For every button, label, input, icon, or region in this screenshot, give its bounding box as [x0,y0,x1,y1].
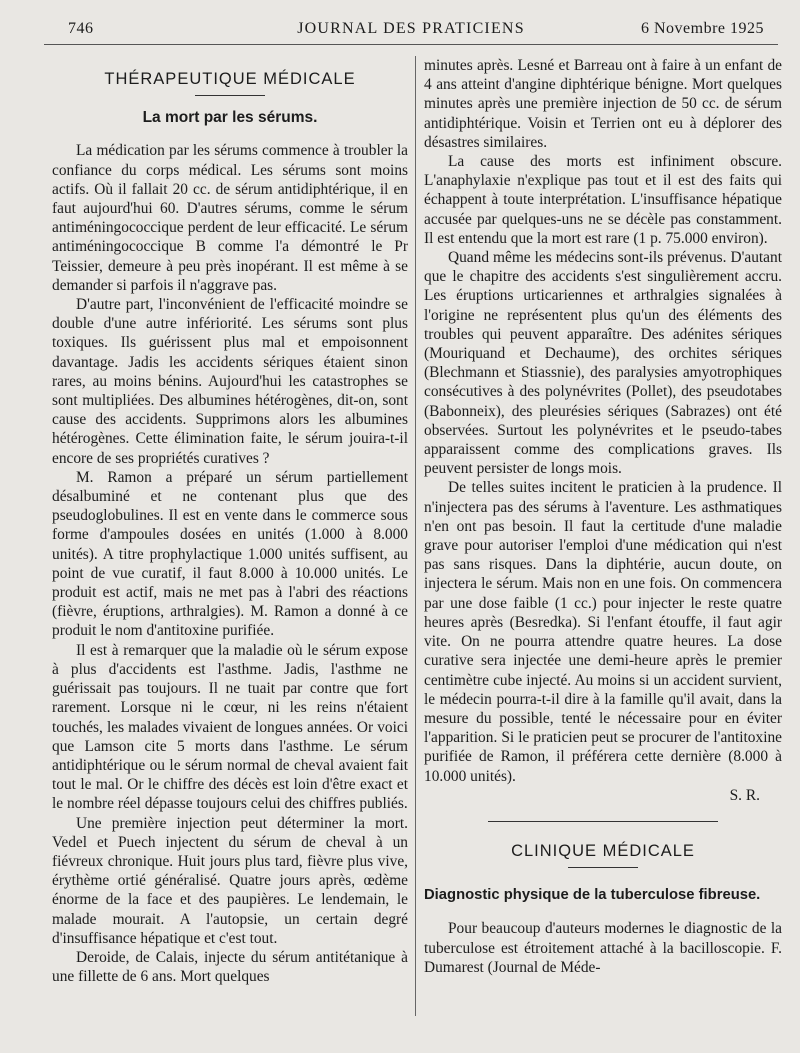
paragraph: Deroide, de Calais, injecte du sérum antitétanique à une fillette de 6 ans. Mort quelques [52,948,408,986]
paragraph: Il est à remarquer que la maladie où le sérum expose à plus d'accidents est l'asthme. Jadis, l'asthme ne guérissait pas toujours. Il ne tuait par contre que fort rarement. Lorsque ni le cœur, ni les reins n'étaient touchés, les malades vivaient de longues années. Or voici que Lamson cite 5 morts dans l'asthme. Le sérum antidiphtérique ou le sérum normal de cheval avaient fait tout le mal. Or le chiffre des décès est loin d'être exact et le nombre réel dépasse toujours celui des chiffres publiés. [52,641,408,813]
section-divider [195,95,265,96]
paragraph: D'autre part, l'inconvénient de l'efficacité moindre se double d'une autre infériorité. Les sérums sont plus toxiques. Ils guérissent plus mal et empoisonnent davantage. Jadis les accidents sériques étaient sinon rares, au moins bénins. Aujourd'hui les catastrophes se sont multipliées. Des albumines hétérogènes, dit-on, sont cause des accidents. Supprimons alors les albumines hétérogènes. Cette élimination faite, le sérum jouira-t-il encore de ses propriétés curatives ? [52,296,408,467]
page-header [44,18,778,45]
article-title-tuberculose: Diagnostic physique de la tuberculose fibreuse. [424,887,761,904]
section-title-therapeutique: THÉRAPEUTIQUE MÉDICALE [104,70,356,88]
article-divider [488,821,718,822]
paragraph: Une première injection peut déterminer la mort. Vedel et Puech injectent du sérum de cheval à un fiévreux chronique. Huit jours plus tard, fièvre plus vive, érythème ortié généralisé. Quatre jours après, œdème énorme de la face et des paupières. Le lendemain, le malade mourait. A l'autopsie, un certain degré d'insuffisance hépatique et c'est tout. [52,814,408,947]
page-number: 746 [68,20,94,37]
paragraph: minutes après. Lesné et Barreau ont à faire à un enfant de 4 ans atteint d'angine diphtérique bénigne. Mort quelques minutes après une première injection de 50 cc. de sérum antidiphtérique. Voisin et Terrien ont eu à déplorer des désastres similaires. [424,57,782,151]
right-column [424,56,782,977]
article-title-serums: La mort par les sérums. [142,109,318,127]
column-divider [415,56,416,1016]
paragraph: La médication par les sérums commence à troubler la confiance du corps médical. Les sérums sont moins actifs. Où il fallait 20 cc. de sérum antidiphtérique, il en faut aujourd'hui 60. D'autres sérums, comme le sérum antiméningococcique perdent de leur efficacité. Le sérum antiméningococcique B comme l'a démontré le Pr Teissier, demeure à peu près inopérant. Il est même à se demander si parfois il n'aggrave pas. [52,142,408,294]
paragraph: De telles suites incitent le praticien à la prudence. Il n'injectera pas des sérums à l'aventure. Les asthmatiques n'en ont pas besoin. Il faut la certitude d'une maladie grave pour autoriser l'emploi d'une médication qui n'est pas sans risques. Dans la diphtérie, aucun doute, on injectera le sérum. Mais non en une fois. On commencera par une dose faible (1 cc.) pour injecter le reste quatre heures après (Besredka). Si l'enfant étouffe, il faut agir vite. On ne pourra attendre quatre heures. La dose curative sera injectée une demi-heure après le premier centimètre cube injecté. Au moins si un accident survient, le médecin pourra-t-il dire à la famille qu'il avait, dans la mesure du possible, tenté le nécessaire pour en éviter l'apparition. Si le praticien peut se procurer de l'antitoxine purifiée de Ramon, il préférera cette dernière (8.000 à 10.000 unités). [424,479,782,785]
left-column [52,56,408,986]
issue-date: 6 Novembre 1925 [640,20,764,37]
paragraph: La cause des morts est infiniment obscure. L'anaphylaxie n'explique pas tout et il est des faits qui échappent à toute interprétation. L'insuffisance hépatique accusée par quelques-uns ne se décèle pas constamment. Il est entendu que la mort est rare (1 p. 75.000 environ). [424,153,782,247]
section-divider [568,867,638,868]
paragraph: Quand même les médecins sont-ils prévenus. D'autant que le chapitre des accidents s'est singulièrement accru. Les éruptions urticariennes et arthralgies signalées à l'origine ne représentent plus qu'un des éléments des troubles qui peuvent apparaître. Des adénites sériques (Mouriquand et Dechaume), des orchites sériques (Blechmann et Stiassnie), des paralysies amyotrophiques consécutives à des polynévrites (Pollet), des pseudotabes (Babonneix), des pleurésies sériques (Sabrazes) ont été observées. Surtout les polynévrites et le pseudo-tabes apparaissent comme des complications graves. Ils peuvent persister de longs mois. [424,249,782,478]
journal-title: JOURNAL DES PRATICIENS [297,20,525,37]
paragraph: M. Ramon a préparé un sérum partiellement désalbuminé et ne contenant plus que des pseudoglobulines. Il est en vente dans le commerce sous forme d'ampoules dosées en unités (1.000 à 8.000 unités). A titre prophylactique 1.000 unités suffisent, au point de vue curatif, il faut 8.000 à 10.000 unités. Le produit est actif, mais ne met pas à l'abri des réactions (fièvre, éruptions, arthralgies). M. Ramon a donné à ce produit le nom d'antitoxine purifiée. [52,468,408,640]
author-signature: S. R. [729,786,760,804]
paragraph: Pour beaucoup d'auteurs modernes le diagnostic de la tuberculose est étroitement attaché à la bacilloscopie. F. Dumarest (Journal de Méde- [424,920,782,976]
section-title-clinique: CLINIQUE MÉDICALE [511,841,695,860]
